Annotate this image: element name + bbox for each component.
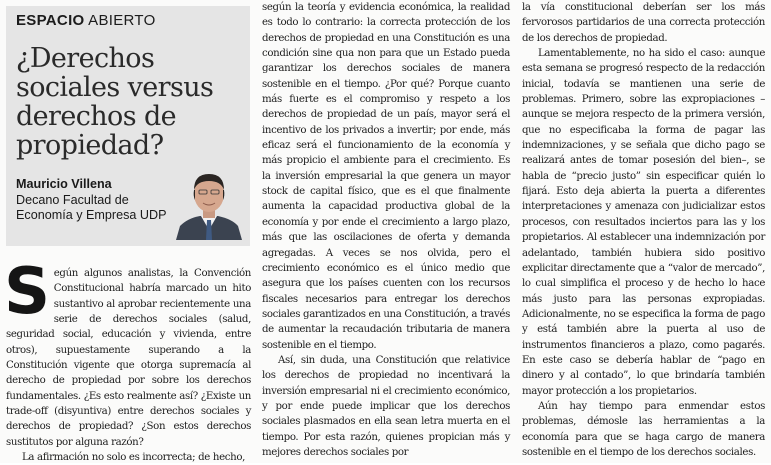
column-1: [4, 255, 251, 465]
paragraph-text: egún algunos analistas, la Convención Constitucional habría marcado un hito sustantivo al aprobar recientemente una serie de derechos sociales (salud, seguridad social, educación y vivienda, entre otros), supuestamente superando a la Constitución vigente que otorga supremacía al derecho de propiedad por sobre los derechos fundamentales. ¿Es esto realmente así? ¿Existe un trade-off (disyuntiva) entre derechos sociales y derechos de propiedad? ¿Son estos derechos sustitutos por alguna razón?: [6, 268, 251, 448]
author-photo: [174, 166, 244, 240]
paragraph: la vía constitucional deberían ser los más fervorosos partidarios de una correcta protección de los derechos de propiedad.: [522, 2, 765, 44]
paragraph: Aún hay tiempo para enmendar estos problemas, démosle las herramientas a la economía para que se haga cargo de manera sostenible en el tiempo de los derechos sociales.: [522, 400, 765, 458]
paragraph: Lamentablemente, no ha sido el caso: aunque esta semana se progresó respecto de la redacción inicial, todavía se mantienen una serie de problemas. Primero, sobre las expropiaciones –aunque se mejora respecto de la primera versión, que no especificaba la forma de pagar las indemnizaciones, y se señala que dicho pago se realizará antes de tomar posesión del bien–, se habla de “precio justo” sin especificar quién lo fijará. Esto deja abierta la puerta a diferentes interpretaciones y amenaza con judicializar estos procesos, con resultados inciertos para las y los propietarios. Al establecer una indemnización por adelantado, también hubiera sido positivo explicitar directamente que a “valor de mercado”, lo cual simplifica el proceso y de hecho lo hace más justo para las personas expropiadas. Adicionalmente, no se especifica la forma de pago y está también abre la puerta al uso de instrumentos financieros a plazo, como pagarés. En este caso se debería hablar de “pago en dinero y al contado”, lo que brindaría también mayor protección a los propietarios.: [522, 48, 765, 397]
section-tag-bold: ESPACIO: [16, 12, 85, 29]
column-2: [262, 0, 510, 460]
paragraph: Así, sin duda, una Constitución que relativice los derechos de propiedad no incentivará la inversión empresarial ni el crecimiento económico, y por ende puede implicar que los derechos sociales plasmados en ella sean letra muerta en el tiempo. Por esta razón, quienes propician más y mejores derechos sociales por: [262, 354, 510, 458]
paragraph: según la teoría y evidencia económica, la realidad es todo lo contrario: la correcta protección de los derechos de propiedad en una Constitución es una condición sine qua non para que un Estado pueda garantizar los derechos sociales de manera sostenible en el tiempo. ¿Por qué? Porque cuanto más fuerte es el compromiso y respeto a los derechos de propiedad de un país, mayor será el incentivo de los privados a invertir; por ende, más eficaz será el funcionamiento de la economía y más propicio el ambiente para el crecimiento. Es la inversión empresarial la que genera un mayor stock de capital físico, que es el que finalmente aumenta la capacidad productiva global de la economía y por ende el crecimiento a largo plazo, más que las oscilaciones de oferta y demanda agregadas. A veces se nos olvida, pero el crecimiento económico es el único medio que asegura que los países cuenten con los recursos fiscales necesarios para entregar los derechos sociales garantizados en una Constitución, a través de aumentar la recaudación tributaria de manera sostenible en el tiempo.: [262, 2, 510, 351]
author-portrait-image: [174, 166, 244, 240]
author-role: Decano Facultad de Economía y Empresa UDP: [16, 193, 167, 222]
drop-cap: S: [4, 255, 50, 329]
author-name: Mauricio Villena: [16, 177, 112, 191]
paragraph: La afirmación no solo es incorrecta; de hecho,: [22, 452, 245, 464]
article-headline: ¿Derechos sociales versus derechos de propiedad?: [16, 43, 214, 161]
section-tag-light: ABIERTO: [84, 12, 156, 29]
section-tag: [16, 12, 156, 29]
column-3: [522, 0, 765, 460]
paragraph: [4, 255, 251, 450]
